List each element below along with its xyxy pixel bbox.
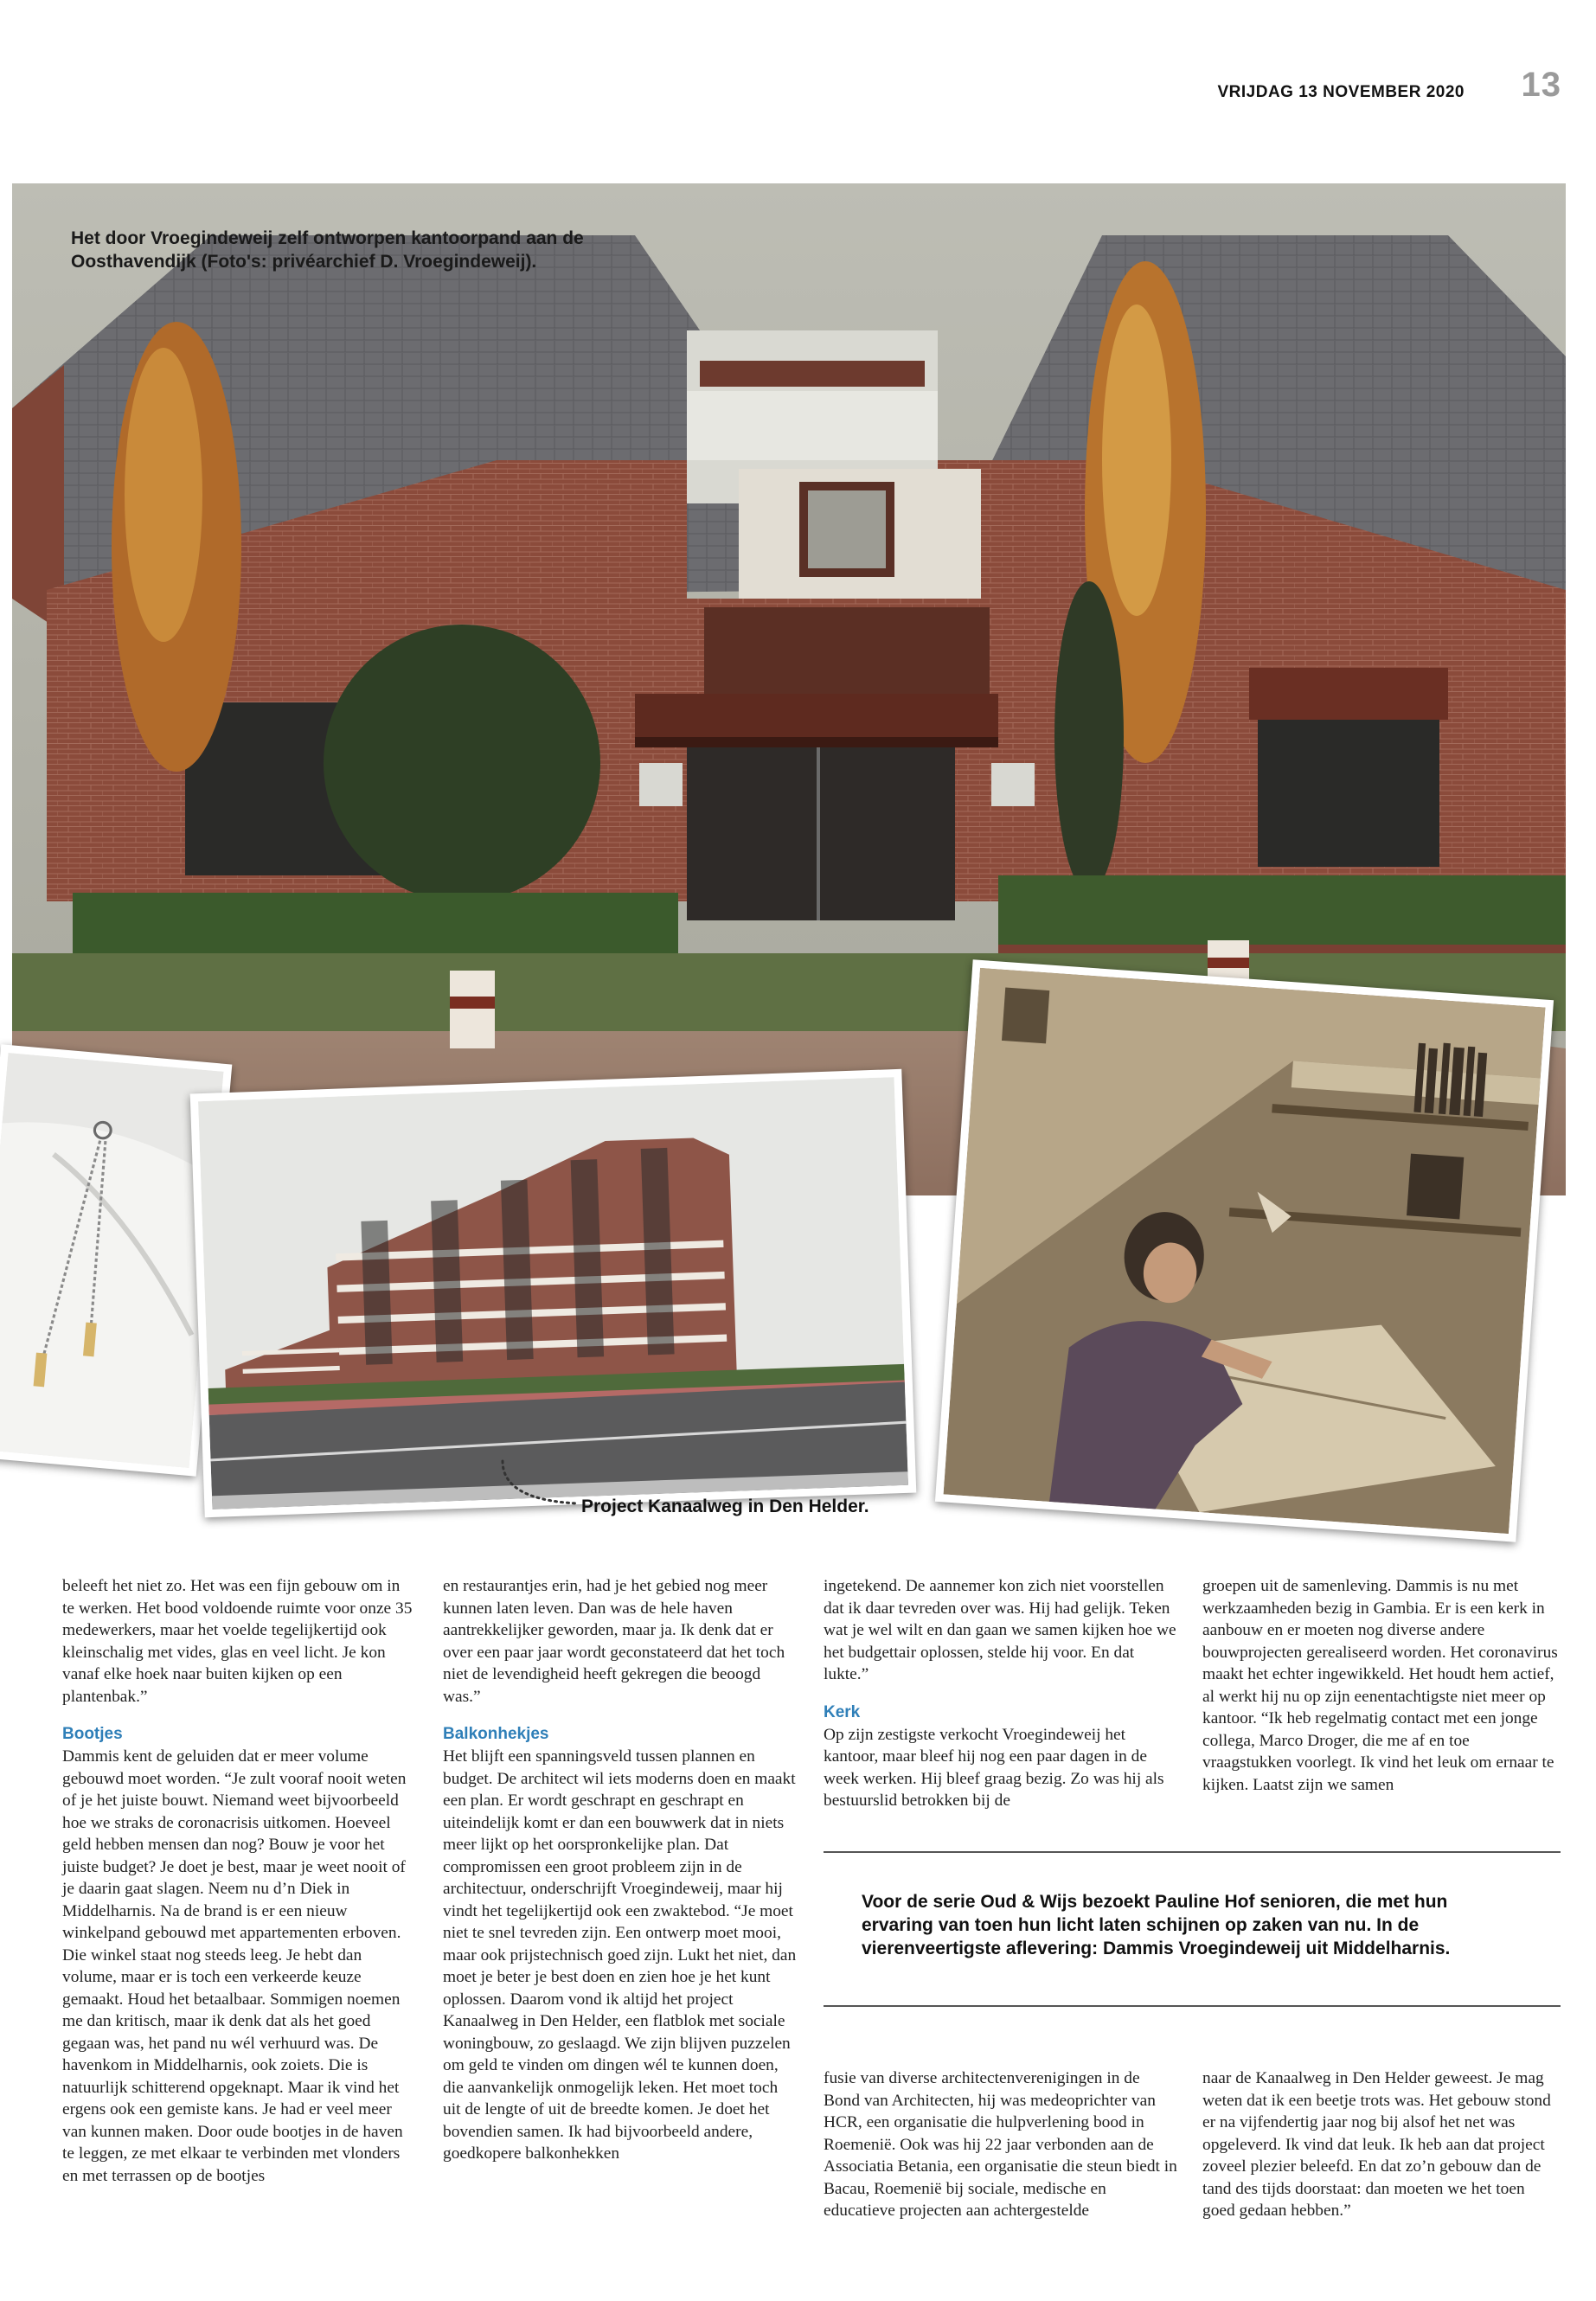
flats-photo-caption: Project Kanaalweg in Den Helder. [581, 1497, 869, 1516]
article-column-1 [62, 1575, 413, 2187]
series-intro: Voor de serie Oud & Wijs bezoekt Pauline Hof senioren, die met hun ervaring van toen hun licht laten schijnen op zaken van nu. In de vierenveertigste aflevering: Dammis Vroegindeweij uit Middelharnis. [862, 1892, 1451, 1958]
intro-top-rule [824, 1851, 1561, 1853]
paragraph: fusie van diverse architectenverenigingen in de Bond van Architecten, hij was medeoprichter van HCR, een organisatie die hulpverlening bood in Roemenië. Ook was hij 22 jaar verbonden aan de Associatia Betania, een organisatie die steun biedt in Bacau, Roemenië bij sociale, medische en educatieve projecten aan achtergestelde [824, 2069, 1177, 2220]
subheading-kerk: Kerk [824, 1702, 861, 1721]
paragraph: groepen uit de samenleving. Dammis is nu met werkzaamheden bezig in Gambia. Er is een kerk in aanbouw en er moeten nog diverse andere bouwprojecten gerealiseerd worden. Het coronavirus maakt het echter ingewikkeld. Het houdt hem actief, al werkt hij nu op zijn eenentachtigste niet meer op kantoor. “Ik heb regelmatig contact met een jonge collega, Marco Droger, die me af en toe vraagstukken voorlegt. Ik vind het leuk om ernaar te kijken. Laatst zijn we samen [1202, 1577, 1558, 1794]
intro-bottom-rule [824, 2005, 1561, 2007]
issue-date: VRIJDAG 13 NOVEMBER 2020 [1217, 83, 1465, 101]
inset-photo-architect-desk [935, 959, 1554, 1541]
paragraph: Op zijn zestigste verkocht Vroegindeweij het kantoor, maar bleef hij nog een paar dagen in de week werken. Hij bleef graag bezig. Zo was hij als bestuurslid betrokken bij de [824, 1725, 1164, 1810]
article-column-4-continued [1202, 2067, 1559, 2222]
paragraph: Dammis kent de geluiden dat er meer volume gebouwd moet worden. “Je zult vooraf nooit weten of je het juiste bouwt. Niemand weet bijvoorbeeld hoe we straks de coronacrisis uitkomen. Hoeveel geld hebben mensen dan nog? Bouw je voor het juiste budget? Je doet je best, maar je weet nooit of je daarin gaat slagen. Neem nu d’n Diek in Middelharnis. Na de brand is er een nieuw winkelpand gebouwd met appartementen erboven. Die winkel staat nog steeds leeg. Je hebt dan volume, maar er is toch een verkeerde keuze gemaakt. Houd het betaalbaar. Sommigen noemen me dan kritisch, maar ik denk dat als het goed gegaan was, het pand nu wél verhuurd was. De havenkom in Middelharnis, ook zoiets. Die is natuurlijk schitterend opgeknapt. Maar ik vind het ergens ook een gemiste kans. Je had er veel meer van kunnen maken. Door oude bootjes in de haven te leggen, ze met elkaar te verbinden met vlonders en met terrassen op de bootjes [62, 1747, 407, 2185]
paragraph: en restaurantjes erin, had je het gebied nog meer kunnen laten leven. Dan was de hele haven aantrekkelijker geworden, maar ja. Ik denk dat er over een paar jaar wordt geconstateerd dat het toch niet de levendigheid heeft gekregen die beoogd was.” [443, 1577, 785, 1706]
paragraph: ingetekend. De aannemer kon zich niet voorstellen dat ik daar tevreden over was. Hij had gelijk. Teken wat je wel wilt en dan gaan we samen kijken hoe we het budgettair oplossen, stelde hij voor. En dat lukte.” [824, 1577, 1176, 1683]
inset-photo-flats [190, 1069, 917, 1517]
paragraph: beleeft het niet zo. Het was een fijn gebouw om in te werken. Het bood voldoende ruimte voor onze 35 medewerkers, maar het voelde tegelijkertijd ook kleinschalig met vides, glas en veel licht. Je kon vanaf elke hoek naar buiten kijken op een plantenbak.” [62, 1577, 413, 1706]
paragraph: naar de Kanaalweg in Den Helder geweest. Je mag weten dat ik een beetje trots was. Het gebouw stond er na vijfendertig jaar nog bij alsof het net was opgeleverd. Ik vind dat leuk. Ik heb aan dat project zoveel plezier beleefd. En dat zo’n gebouw dan de tand des tijds doorstaat: dan moeten we het toen goed gedaan hebben.” [1202, 2069, 1551, 2220]
subheading-bootjes: Bootjes [62, 1725, 123, 1743]
caption-leader-dots [500, 1458, 582, 1510]
architect-desk-illustration [944, 968, 1546, 1534]
paragraph: Het blijft een spanningsveld tussen plannen en budget. De architect wil iets moderns doen en maakt een plan. Er wordt geschrapt en geschrapt en uiteindelijk komt er dan een bouwwerk dat in niets meer lijkt op het oorspronkelijke plan. Dat compromissen een groot probleem zijn in de architectuur, onderschrijft Vroegindeweij, maar hij vindt het tegelijkertijd ook een zwaktebod. “Je moet niet te snel tevreden zijn. Een ontwerp moet mooi, maar ook prijstechnisch goed zijn. Lukt het niet, dan moet je beter je best doen en zien hoe je het kunt oplossen. Daarom vond ik altijd het project Kanaalweg in Den Helder, een flatblok met sociale woningbouw, zo geslaagd. We zijn blijven puzzelen om geld te vinden om dingen wél te kunnen doen, die aanvankelijk onmogelijk leken. Het moet toch uit de lengte of uit de breedte komen. Je doet het bovendien samen. Ik had bijvoorbeeld andere, goedkopere balkonhekken [443, 1747, 797, 2163]
flats-illustration [198, 1077, 908, 1509]
article-column-4 [1202, 1575, 1559, 1796]
article-column-3 [824, 1575, 1178, 1812]
article-column-2 [443, 1575, 798, 2165]
article-column-3-continued [824, 2067, 1178, 2222]
page-number: 13 [1521, 66, 1561, 104]
subheading-balkonhekjes: Balkonhekjes [443, 1725, 549, 1743]
main-photo-caption: Het door Vroegindeweij zelf ontworpen kantoorpand aan de Oosthavendijk (Foto's: privéarchief D. Vroegindeweij). [71, 228, 584, 272]
